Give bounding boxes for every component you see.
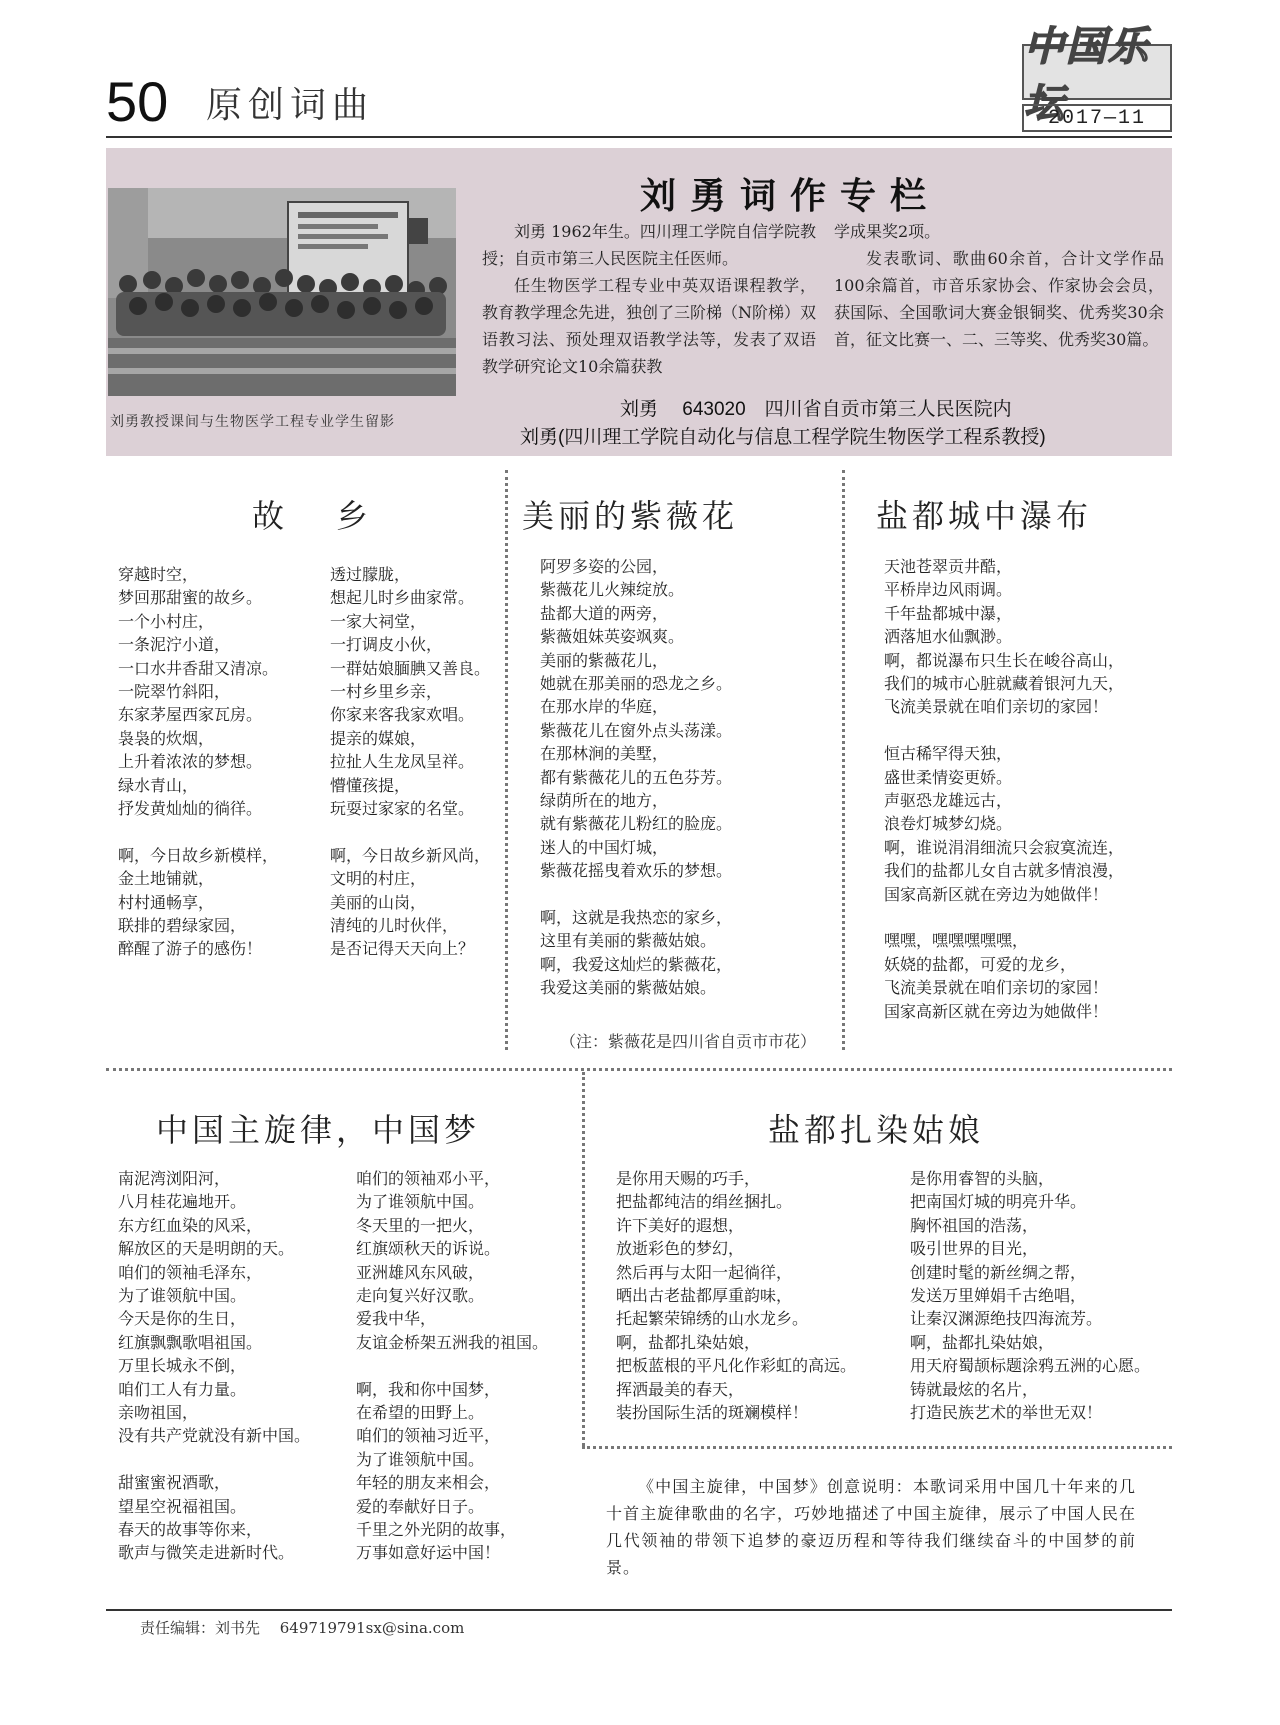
poem-line: 千年盐都城中瀑， xyxy=(884,603,1013,623)
poem-line: 平桥岸边风雨调。 xyxy=(884,580,1013,600)
poem-line: 啊，盐都扎染姑娘， xyxy=(910,1332,1055,1352)
poem-line: 把板蓝根的平凡化作彩虹的高远。 xyxy=(616,1356,857,1376)
poem-line: 迷人的中国灯城， xyxy=(540,837,669,857)
poem-line xyxy=(884,906,1124,929)
poem-line: 挥洒最美的春天， xyxy=(616,1379,745,1399)
poem-line: 万事如意好运中国！ xyxy=(356,1543,501,1563)
bio-continuation: 学成果奖2项。 xyxy=(834,222,941,241)
poem-line: 一个小村庄， xyxy=(118,611,215,631)
section-title: 原创词曲 xyxy=(206,85,375,126)
poem-line: 托起繁荣锦绣的山水龙乡。 xyxy=(616,1309,809,1329)
poem-line: 年轻的朋友来相会， xyxy=(356,1473,501,1493)
poem-line: 铸就最炫的名片， xyxy=(910,1379,1039,1399)
poem-line: 是否记得天天向上？ xyxy=(330,939,475,959)
poem-line: 天池苍翠贡井酷， xyxy=(884,557,1013,576)
divider-vertical-2 xyxy=(842,470,845,1050)
poem-ziweihua-body xyxy=(540,555,732,1000)
column-title: 刘勇词作专栏 xyxy=(640,175,941,217)
poem-line: 友谊金桥架五洲我的祖国。 xyxy=(356,1332,549,1352)
poem-line: 创建时髦的新丝绸之帮， xyxy=(910,1262,1087,1282)
divider-horizontal xyxy=(106,1068,1172,1071)
poem-line: 吸引世界的目光， xyxy=(910,1239,1039,1259)
poem-line: 想起儿时乡曲家常。 xyxy=(330,588,475,608)
poem-line: 声驱恐龙雄远古， xyxy=(884,791,1013,811)
poem-line: 阿罗多姿的公园， xyxy=(540,557,669,576)
poem-line xyxy=(356,1354,548,1377)
poem-line: 把南国灯城的明亮升华。 xyxy=(910,1192,1087,1212)
poem-line: 梦回那甜蜜的故乡。 xyxy=(118,588,263,608)
poem-line: 盛世柔情姿更娇。 xyxy=(884,767,1013,787)
poem-line: 今天是你的生日， xyxy=(118,1309,247,1329)
issue-number: 2017—11 xyxy=(1022,104,1172,132)
poem-line: 我们的盐都儿女自古就多情浪漫， xyxy=(884,861,1125,881)
logo-text: 中国乐坛 xyxy=(1024,23,1150,127)
poem-line: 咱们的领袖毛泽东， xyxy=(118,1262,263,1282)
poem-line: 国家高新区就在旁边为她做伴！ xyxy=(884,884,1109,904)
poem-line: 为了谁领航中国。 xyxy=(118,1286,247,1306)
poem-line: 浪卷灯城梦幻烧。 xyxy=(884,814,1013,834)
poem-line: 一家大祠堂， xyxy=(330,611,427,631)
poem-line: 红旗飘飘歌唱祖国。 xyxy=(118,1332,263,1352)
poem-line: 为了谁领航中国。 xyxy=(356,1449,485,1469)
poem-line: 玩耍过家家的名堂。 xyxy=(330,799,475,819)
poem-line: 春天的故事等你来， xyxy=(118,1520,263,1540)
poem-line: 你家来客我家欢唱。 xyxy=(330,705,475,725)
poem-line: 透过朦胧， xyxy=(330,565,411,584)
poem-line xyxy=(118,820,278,843)
poem-line: 爱我中华， xyxy=(356,1309,437,1329)
poem-line: 歌声与微笑走进新时代。 xyxy=(118,1543,295,1563)
poem-line: 红旗颂秋天的诉说。 xyxy=(356,1239,501,1259)
poem-line: 她就在那美丽的恐龙之乡。 xyxy=(540,674,733,694)
poem-line: 我们的城市心脏就藏着银河九天， xyxy=(884,674,1125,694)
poem-line: 啊，我和你中国梦， xyxy=(356,1379,501,1399)
poem-zhongguomeng-column-1 xyxy=(118,1167,310,1565)
poem-line: 在那林涧的美墅， xyxy=(540,744,669,764)
poem-line: 清纯的儿时伙伴， xyxy=(330,916,459,936)
photo-caption: 刘勇教授课间与生物医学工程专业学生留影 xyxy=(110,414,395,430)
classroom-photo-image xyxy=(108,188,456,396)
poem-line: 用天府蜀颉标题涂鸦五洲的心愿。 xyxy=(910,1356,1151,1376)
divider-vertical-1 xyxy=(505,470,508,1050)
poem-line: 紫薇花儿火辣绽放。 xyxy=(540,580,685,600)
poem-line: 胸怀祖国的浩荡， xyxy=(910,1215,1039,1235)
poem-line: 冬天里的一把火， xyxy=(356,1215,485,1235)
poem-line: 望星空祝福祖国。 xyxy=(118,1496,247,1516)
poem-guxiang-column-1 xyxy=(118,563,278,961)
poem-line: 飞流美景就在咱们亲切的家园！ xyxy=(884,978,1109,998)
poem-line: 醉醒了游子的感伤！ xyxy=(118,939,263,959)
poem-line: 紫薇姐妹英姿飒爽。 xyxy=(540,627,685,647)
poem-line: 发送万里婵娟千古绝唱， xyxy=(910,1286,1087,1306)
explanation-text: 《中国主旋律，中国梦》创意说明：本歌词采用中国几十年来的几十首主旋律歌曲的名字，巧妙地描述了中国主旋律，展示了中国人民在几代领袖的带领下追梦的豪迈历程和等待我们继续奋斗的中国梦的前景。 xyxy=(606,1477,1136,1577)
editor-credit: 责任编辑：刘书先 649719791sx@sina.com xyxy=(140,1619,465,1637)
poem-line: 穿越时空， xyxy=(118,565,199,584)
poem-title-ziweihua: 美丽的紫薇花 xyxy=(522,497,739,535)
poem-line: 南泥湾浏阳河， xyxy=(118,1169,231,1188)
poem-line: 美丽的紫薇花儿， xyxy=(540,650,669,670)
page-number: 50 xyxy=(106,70,169,133)
poem-line: 打造民族艺术的举世无双！ xyxy=(910,1403,1103,1423)
poem-line: 妖娆的盐都，可爱的龙乡， xyxy=(884,954,1077,974)
poem-line: 懵懂孩提， xyxy=(330,775,411,795)
poem-title-zharan: 盐都扎染姑娘 xyxy=(768,1111,985,1149)
poem-line: 金土地铺就， xyxy=(118,869,215,889)
poem-line: 嘿嘿，嘿嘿嘿嘿嘿， xyxy=(884,931,1029,951)
poem-line: 袅袅的炊烟， xyxy=(118,728,215,748)
bio-paragraph: 任生物医学工程专业中英双语课程教学，教育教学理念先进，独创了三阶梯（N阶梯）双语教习法、预处理双语教学法等，发表了双语教学研究论文10余篇获教 xyxy=(482,276,817,376)
divider-vertical-3 xyxy=(582,1072,585,1446)
poem-line: 啊，盐都扎染姑娘， xyxy=(616,1332,761,1352)
poem-line: 把盐都纯洁的绢丝捆扎。 xyxy=(616,1192,793,1212)
poem-line: 这里有美丽的紫薇姑娘。 xyxy=(540,931,717,951)
poem-line: 提亲的媒娘， xyxy=(330,728,427,748)
poem-title-guxiang: 故 乡 xyxy=(252,497,379,535)
poem-line: 晒出古老盐都厚重韵味， xyxy=(616,1286,793,1306)
author-bio-right xyxy=(834,218,1164,353)
poem-line: 东家茅屋西家瓦房。 xyxy=(118,705,263,725)
poem-line: 啊，我爱这灿烂的紫薇花， xyxy=(540,954,733,974)
poem-line: 在那水岸的华庭， xyxy=(540,697,669,717)
poem-line: 万里长城永不倒， xyxy=(118,1356,247,1376)
poem-line: 洒落旭水仙飘渺。 xyxy=(884,627,1013,647)
poem-line: 没有共产党就没有新中国。 xyxy=(118,1426,311,1446)
divider-horizontal-short xyxy=(582,1446,1172,1449)
poem-line: 一条泥泞小道， xyxy=(118,635,231,655)
poem-line: 拉扯人生龙凤呈祥。 xyxy=(330,752,475,772)
header-rule xyxy=(106,136,1172,138)
poem-line: 一口水井香甜又清凉。 xyxy=(118,658,279,678)
poem-line: 一打调皮小伙， xyxy=(330,635,443,655)
poem-line: 啊，谁说涓涓细流只会寂寞流连， xyxy=(884,837,1125,857)
poem-line: 我爱这美丽的紫薇姑娘。 xyxy=(540,978,717,998)
poem-line: 亲吻祖国， xyxy=(118,1403,199,1423)
poem-zharan-column-2 xyxy=(910,1167,1150,1424)
poem-zharan-column-1 xyxy=(616,1167,856,1424)
poem-line: 上升着浓浓的梦想。 xyxy=(118,752,263,772)
footer-rule xyxy=(106,1609,1172,1611)
poem-line: 在希望的田野上。 xyxy=(356,1403,485,1423)
poem-line: 村村通畅享， xyxy=(118,892,215,912)
poem-line: 放逝彩色的梦幻， xyxy=(616,1239,745,1259)
creative-explanation xyxy=(606,1473,1136,1581)
poem-zhongguomeng-column-2 xyxy=(356,1167,548,1565)
poem-title-pubu: 盐都城中瀑布 xyxy=(876,497,1093,535)
poem-line: 紫薇花儿在窗外点头荡漾。 xyxy=(540,720,733,740)
author-bio-left xyxy=(482,218,816,380)
poem-line: 抒发黄灿灿的徜徉。 xyxy=(118,799,263,819)
poem-line: 走向复兴好汉歌。 xyxy=(356,1286,485,1306)
poem-line: 咱们的领袖习近平， xyxy=(356,1426,501,1446)
poem-line: 然后再与太阳一起徜徉， xyxy=(616,1262,793,1282)
poem-title-zhongguomeng: 中国主旋律，中国梦 xyxy=(156,1111,481,1149)
poem-line: 许下美好的遐想， xyxy=(616,1215,745,1235)
poem-line: 装扮国际生活的斑斓模样！ xyxy=(616,1403,809,1423)
poem-line: 一群姑娘腼腆又善良。 xyxy=(330,658,491,678)
poem-line: 一院翠竹斜阳， xyxy=(118,682,231,702)
poem-line: 八月桂花遍地开。 xyxy=(118,1192,247,1212)
group-photo xyxy=(108,188,456,396)
poem-line: 爱的奉献好日子。 xyxy=(356,1496,485,1516)
bio-paragraph: 刘勇 1962年生。四川理工学院自信学院教授；自贡市第三人民医院主任医师。 xyxy=(482,222,816,268)
poem-line: 绿水青山， xyxy=(118,775,199,795)
poem-line: 一村乡里乡亲， xyxy=(330,682,443,702)
poem-line: 啊，今日故乡新模样， xyxy=(118,845,279,865)
poem-line: 恒古稀罕得天独， xyxy=(884,744,1013,764)
poem-line: 让秦汉渊源绝技四海流芳。 xyxy=(910,1309,1103,1329)
poem-line xyxy=(884,719,1124,742)
poem-line: 联排的碧绿家园， xyxy=(118,916,247,936)
poem-line: 国家高新区就在旁边为她做伴！ xyxy=(884,1001,1109,1021)
poem-line: 甜蜜蜜祝酒歌， xyxy=(118,1473,231,1493)
poem-line: 飞流美景就在咱们亲切的家园！ xyxy=(884,697,1109,717)
poem-line: 解放区的天是明朗的天。 xyxy=(118,1239,295,1259)
poem-line: 文明的村庄， xyxy=(330,869,427,889)
poem-guxiang-column-2 xyxy=(330,563,490,961)
poem-line: 绿荫所在的地方， xyxy=(540,791,669,811)
poem-line: 美丽的山岗， xyxy=(330,892,427,912)
poem-line: 亚洲雄风东风破， xyxy=(356,1262,485,1282)
poem-line: 是你用睿智的头脑， xyxy=(910,1169,1055,1188)
author-affiliation: 刘勇(四川理工学院自动化与信息工程学院生物医学工程系教授) xyxy=(520,427,1046,448)
poem-line: 紫薇花摇曳着欢乐的梦想。 xyxy=(540,861,733,881)
poem-pubu-body xyxy=(884,555,1124,1023)
poem-line: 就有紫薇花儿粉红的脸庞。 xyxy=(540,814,733,834)
poem-line: 盐都大道的两旁， xyxy=(540,603,669,623)
poem-line: 咱们的领袖邓小平， xyxy=(356,1169,501,1188)
poem-line xyxy=(540,883,732,906)
poem-line: 是你用天赐的巧手， xyxy=(616,1169,761,1188)
poem-line: 都有紫薇花儿的五色芬芳。 xyxy=(540,767,733,787)
poem-line: 千里之外光阴的故事， xyxy=(356,1520,517,1540)
poem-line xyxy=(330,820,490,843)
poem-line: 啊，都说瀑布只生长在峻谷高山， xyxy=(884,650,1125,670)
poem-line: 咱们工人有力量。 xyxy=(118,1379,247,1399)
poem-line: 啊，这就是我热恋的家乡， xyxy=(540,908,733,928)
author-address: 刘勇 643020 四川省自贡市第三人民医院内 xyxy=(620,399,1012,420)
poem-line xyxy=(118,1448,310,1471)
poem-line: 啊，今日故乡新风尚， xyxy=(330,845,491,865)
poem-line: 为了谁领航中国。 xyxy=(356,1192,485,1212)
poem-note: （注：紫薇花是四川省自贡市市花） xyxy=(560,1032,817,1051)
poem-line: 东方红血染的风采， xyxy=(118,1215,263,1235)
bio-paragraph: 发表歌词、歌曲60余首，合计文学作品100余篇首，市音乐家协会、作家协会会员，获国际、全国歌词大赛金银铜奖、优秀奖30余首，征文比赛一、二、三等奖、优秀奖30篇。 xyxy=(834,249,1164,349)
